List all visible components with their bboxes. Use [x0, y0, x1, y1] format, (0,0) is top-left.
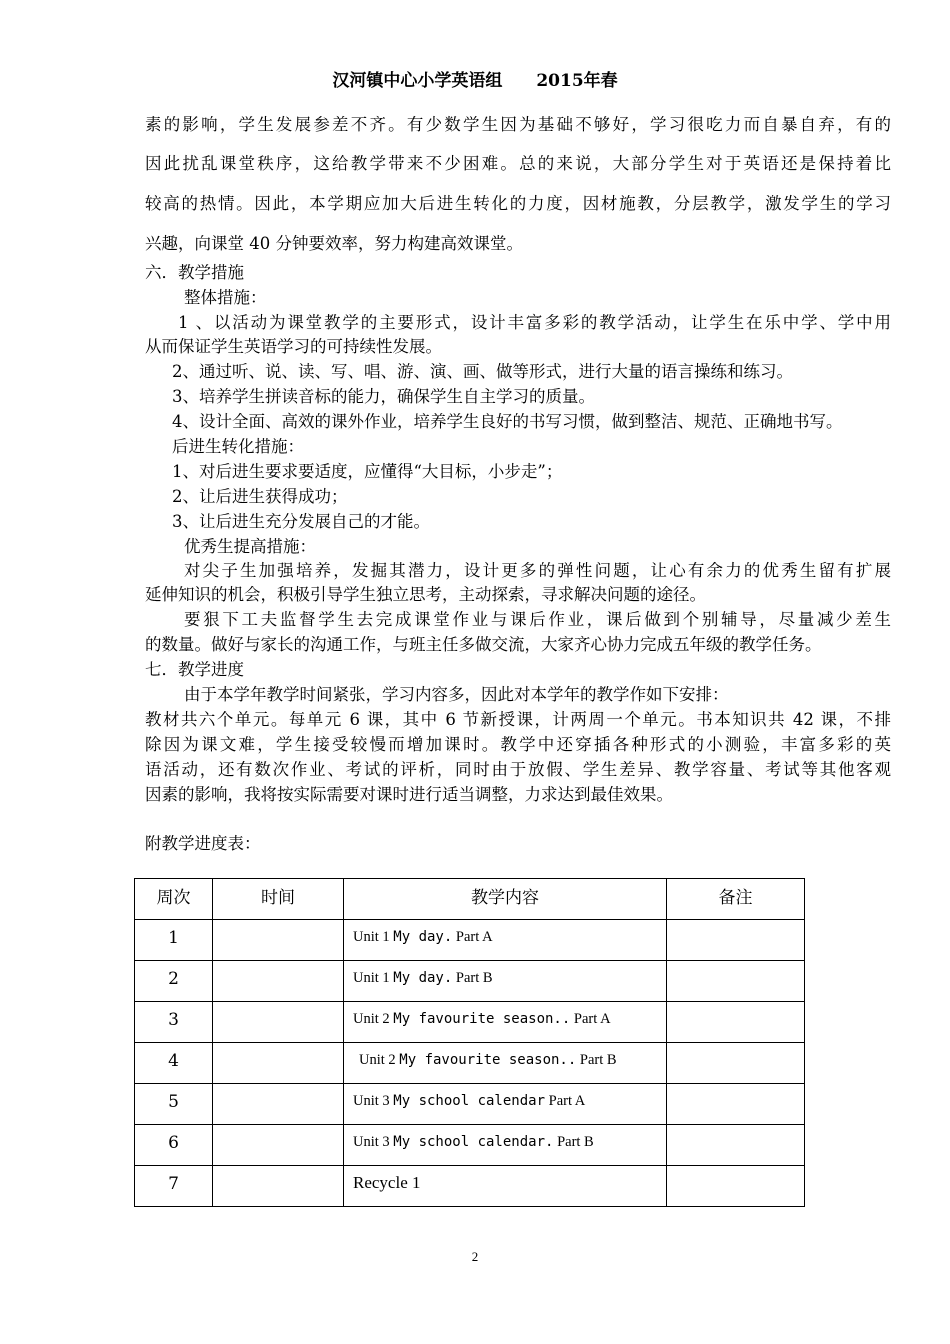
paragraph-line: 因素的影响，我将按实际需要对课时进行适当调整，力求达到最佳效果。: [145, 785, 673, 804]
time-cell: [213, 920, 344, 961]
content-cell: Recycle 1: [353, 1173, 421, 1192]
time-cell: [213, 1166, 344, 1207]
topic-label: My school calendar: [393, 1093, 545, 1109]
table-row: [135, 1166, 805, 1207]
time-cell: [213, 1043, 344, 1084]
unit-label: Unit 3: [353, 1093, 390, 1109]
paragraph-line: 语活动，还有数次作业、考试的评析，同时由于放假、学生差异、教学容量、考试等其他客观: [145, 760, 891, 779]
time-cell: [213, 961, 344, 1002]
measure-item: 3、培养学生拼读音标的能力，确保学生自主学习的质量。: [172, 387, 595, 406]
topic-label: My day.: [393, 929, 453, 945]
schedule-table: [134, 878, 805, 1207]
measure-item: 延伸知识的机会，积极引导学生独立思考，主动探索，寻求解决问题的途径。: [145, 585, 706, 604]
page-number: 2: [471, 1249, 479, 1264]
measure-item: 对尖子生加强培养，发掘其潜力，设计更多的弹性问题，让心有余力的优秀生留有扩展: [184, 561, 891, 580]
measure-item: 3、让后进生充分发展自己的才能。: [172, 512, 430, 531]
content-cell: [344, 1043, 666, 1069]
column-header-time: 时间: [261, 888, 295, 908]
notes-cell: [667, 961, 805, 1002]
week-cell: 3: [168, 1010, 179, 1030]
part-label: Part A: [548, 1093, 586, 1109]
week-cell: 1: [168, 928, 179, 948]
unit-label: Unit 1: [353, 970, 390, 986]
subsection-title: 后进生转化措施：: [172, 437, 304, 456]
measure-item: 1、对后进生要求要适度，应懂得“大目标，小步走”；: [172, 462, 563, 481]
subsection-title: 整体措施：: [184, 288, 267, 307]
header-term: 2015年春: [536, 71, 618, 91]
notes-cell: [667, 1166, 805, 1207]
content-cell: [344, 1125, 666, 1151]
notes-cell: [667, 1043, 805, 1084]
unit-label: Unit 1: [353, 929, 390, 945]
measure-item: 1 、以活动为课堂教学的主要形式，设计丰富多彩的教学活动，让学生在乐中学、学中用: [178, 313, 891, 332]
part-label: Part B: [557, 1134, 594, 1150]
topic-label: My school calendar.: [393, 1134, 554, 1150]
measure-item: 要狠下工夫监督学生去完成课堂作业与课后作业，课后做到个别辅导，尽量减少差生: [184, 610, 891, 629]
week-cell: 2: [168, 969, 179, 989]
page-header: [0, 66, 950, 91]
column-header-content: 教学内容: [471, 888, 539, 908]
unit-label: Unit 2: [353, 1011, 390, 1027]
unit-label: Unit 3: [353, 1134, 390, 1150]
table-row: [135, 920, 805, 961]
paragraph-line: 较高的热情。因此，本学期应加大后进生转化的力度，因材施教，分层教学，激发学生的学习: [145, 194, 891, 213]
table-row: [135, 1125, 805, 1166]
week-cell: 4: [168, 1051, 179, 1071]
topic-label: My favourite season..: [393, 1011, 571, 1027]
paragraph-line: 素的影响，学生发展参差不齐。有少数学生因为基础不够好，学习很吃力而自暴自弃，有的: [145, 115, 891, 134]
section-intro: 由于本学年教学时间紧张，学习内容多，因此对本学年的教学作如下安排：: [184, 685, 729, 704]
week-cell: 7: [168, 1174, 179, 1194]
section-title: 七．教学进度: [145, 660, 244, 679]
topic-label: My day.: [393, 970, 453, 986]
measure-item: 2、让后进生获得成功；: [172, 487, 348, 506]
table-row: [135, 961, 805, 1002]
notes-cell: [667, 1125, 805, 1166]
section-title: 六．教学措施: [145, 263, 244, 282]
time-cell: [213, 1125, 344, 1166]
paragraph-line: 兴趣，向课堂 40 分钟要效率，努力构建高效课堂。: [145, 234, 523, 253]
part-label: Part B: [579, 1052, 617, 1068]
content-cell: [344, 920, 666, 946]
topic-label: My favourite season..: [399, 1052, 577, 1068]
column-header-notes: 备注: [718, 888, 753, 908]
table-row: [135, 1084, 805, 1125]
notes-cell: [667, 1084, 805, 1125]
notes-cell: [667, 1002, 805, 1043]
table-header-row: [135, 879, 805, 920]
week-cell: 5: [168, 1092, 179, 1112]
paragraph-line: 因此扰乱课堂秩序，这给教学带来不少困难。总的来说，大部分学生对于英语还是保持着比: [145, 154, 891, 173]
time-cell: [213, 1002, 344, 1043]
measure-item: 2、通过听、说、读、写、唱、游、演、画、做等形式，进行大量的语言操练和练习。: [172, 362, 793, 381]
content-cell: [344, 961, 666, 987]
measure-item: 的数量。做好与家长的沟通工作，与班主任多做交流，大家齐心协力完成五年级的教学任务。: [145, 635, 822, 654]
unit-label: Unit 2: [359, 1052, 396, 1068]
paragraph-line: 除因为课文难，学生接受较慢而增加课时。教学中还穿插各种形式的小测验，丰富多彩的英: [145, 735, 891, 754]
measure-item: 从而保证学生英语学习的可持续性发展。: [145, 337, 442, 356]
subsection-title: 优秀生提高措施：: [184, 537, 316, 556]
part-label: Part B: [455, 970, 493, 986]
content-cell: [344, 1002, 666, 1028]
paragraph-line: 教材共六个单元。每单元 6 课，其中 6 节新授课，计两周一个单元。书本知识共 42 课，不排: [145, 710, 891, 729]
column-header-week: 周次: [156, 888, 191, 908]
measure-item: 4、设计全面、高效的课外作业，培养学生良好的书写习惯，做到整洁、规范、正确地书写。: [172, 412, 843, 431]
time-cell: [213, 1084, 344, 1125]
table-row: [135, 1002, 805, 1043]
appendix-caption: 附教学进度表：: [145, 834, 261, 853]
table-row: [135, 1043, 805, 1084]
week-cell: 6: [168, 1133, 179, 1153]
header-org: 汉河镇中心小学英语组: [332, 71, 503, 91]
part-label: Part A: [455, 929, 493, 945]
part-label: Part A: [573, 1011, 611, 1027]
notes-cell: [667, 920, 805, 961]
content-cell: [344, 1084, 666, 1110]
